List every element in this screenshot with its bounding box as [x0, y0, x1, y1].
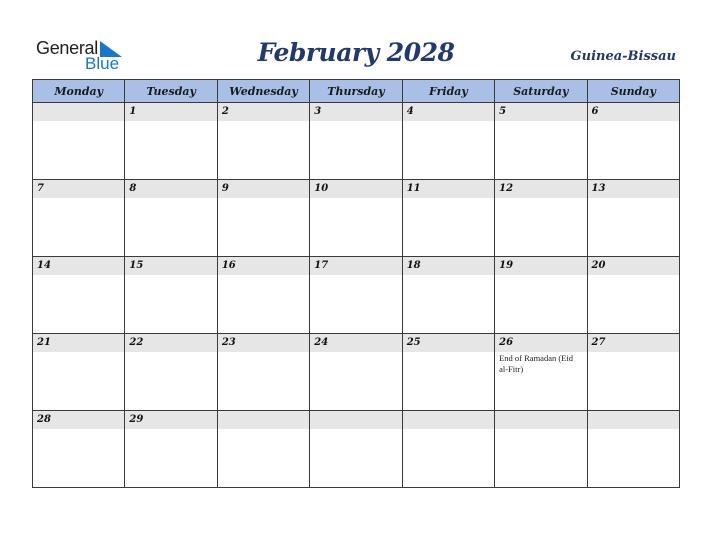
day-cell	[33, 103, 125, 180]
day-cell	[495, 257, 587, 334]
day-number: 17	[310, 257, 401, 275]
day-number: 25	[403, 334, 494, 352]
day-cell	[587, 103, 679, 180]
weekday-header: Thursday	[310, 80, 402, 103]
day-cell	[587, 334, 679, 411]
day-number: 19	[495, 257, 586, 275]
day-number: 13	[588, 180, 679, 198]
weekday-header: Friday	[402, 80, 494, 103]
day-cell	[125, 257, 217, 334]
day-cell	[217, 334, 309, 411]
day-number: 21	[33, 334, 124, 352]
day-number: 26	[495, 334, 586, 352]
day-number	[588, 411, 679, 429]
day-number: 5	[495, 103, 586, 121]
day-number	[495, 411, 586, 429]
day-number: 6	[588, 103, 679, 121]
day-number: 4	[403, 103, 494, 121]
day-number: 11	[403, 180, 494, 198]
day-cell	[125, 334, 217, 411]
week-row	[33, 257, 680, 334]
day-cell	[33, 411, 125, 488]
week-row	[33, 103, 680, 180]
weekday-header: Wednesday	[217, 80, 309, 103]
day-cell	[402, 257, 494, 334]
day-number: 29	[125, 411, 216, 429]
day-number: 24	[310, 334, 401, 352]
day-cell	[310, 180, 402, 257]
day-number	[403, 411, 494, 429]
day-number: 27	[588, 334, 679, 352]
day-number	[310, 411, 401, 429]
weekday-header: Saturday	[495, 80, 587, 103]
weekday-header: Tuesday	[125, 80, 217, 103]
day-cell	[217, 103, 309, 180]
day-number: 9	[218, 180, 309, 198]
day-cell	[402, 411, 494, 488]
country-name: Guinea-Bissau	[570, 49, 676, 64]
day-cell	[402, 180, 494, 257]
day-cell	[33, 334, 125, 411]
calendar-title: February 2028	[257, 38, 455, 67]
day-cell	[310, 334, 402, 411]
logo-blue-text: Blue	[85, 54, 120, 73]
generalblue-logo	[36, 38, 136, 74]
day-cell	[217, 180, 309, 257]
day-cell	[495, 180, 587, 257]
day-cell	[402, 103, 494, 180]
calendar-grid	[32, 79, 680, 488]
day-cell	[310, 103, 402, 180]
day-number: 14	[33, 257, 124, 275]
day-number: 20	[588, 257, 679, 275]
day-number: 10	[310, 180, 401, 198]
day-number: 7	[33, 180, 124, 198]
day-cell	[125, 103, 217, 180]
day-number: 12	[495, 180, 586, 198]
day-number: 28	[33, 411, 124, 429]
day-cell	[217, 257, 309, 334]
day-cell	[33, 257, 125, 334]
day-number	[33, 103, 124, 121]
day-cell	[587, 257, 679, 334]
day-number: 2	[218, 103, 309, 121]
day-cell	[125, 411, 217, 488]
day-cell	[495, 334, 587, 411]
day-cell	[33, 180, 125, 257]
day-cell	[310, 257, 402, 334]
day-number: 15	[125, 257, 216, 275]
day-number	[218, 411, 309, 429]
day-cell	[495, 411, 587, 488]
day-cell	[587, 411, 679, 488]
weekday-header: Monday	[33, 80, 125, 103]
day-number: 18	[403, 257, 494, 275]
day-number: 16	[218, 257, 309, 275]
week-row	[33, 411, 680, 488]
day-cell	[587, 180, 679, 257]
day-cell	[310, 411, 402, 488]
weekday-header: Sunday	[587, 80, 679, 103]
day-number: 3	[310, 103, 401, 121]
holiday-event: End of Ramadan (Eid al-Fitr)	[499, 353, 573, 374]
day-number: 22	[125, 334, 216, 352]
logo-general-text: General	[36, 38, 98, 58]
day-number: 23	[218, 334, 309, 352]
week-row	[33, 180, 680, 257]
day-cell	[495, 103, 587, 180]
week-row	[33, 334, 680, 411]
day-cell	[125, 180, 217, 257]
day-number: 1	[125, 103, 216, 121]
day-cell	[402, 334, 494, 411]
day-number: 8	[125, 180, 216, 198]
weekday-header-row	[33, 80, 680, 103]
day-cell	[217, 411, 309, 488]
